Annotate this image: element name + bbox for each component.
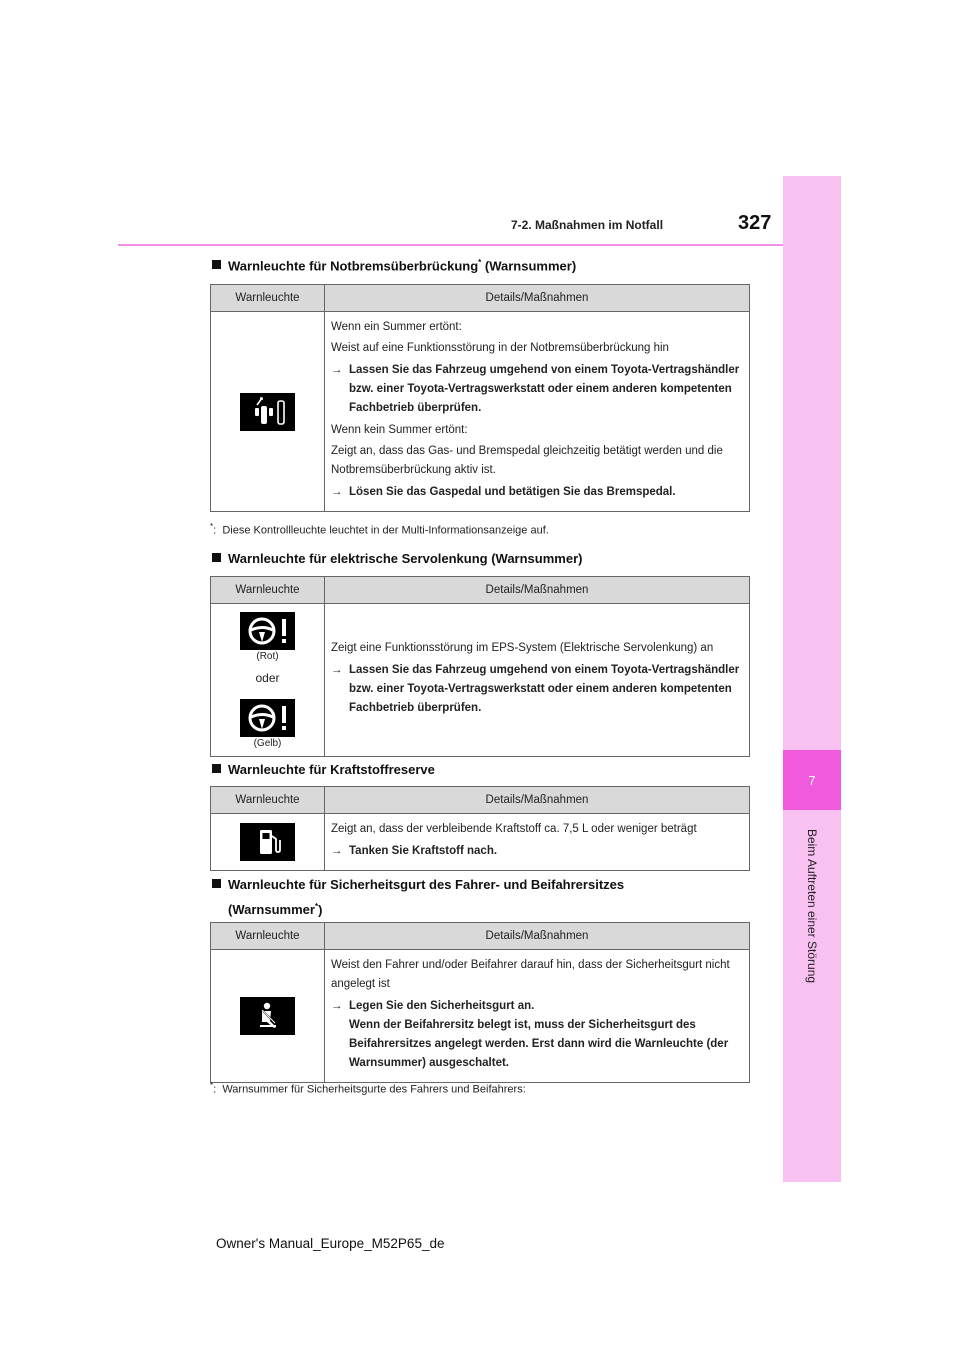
table-header-row [211,787,750,814]
icon-cell [211,312,325,512]
heading-fuel [212,762,435,777]
col-details: Details/Maßnahmen [325,285,750,312]
heading-text: Warnleuchte für Notbremsüberbrückung [228,258,479,274]
icon-cell [211,604,325,757]
brake-override-icon [240,393,295,431]
table-row [211,814,750,871]
action-item [331,661,743,718]
details-cell [325,604,750,757]
table-header-row [211,923,750,950]
col-warnleuchte: Warnleuchte [211,285,325,312]
footnote-text: Warnsummer für Sicherheitsgurte des Fahrers und Beifahrers: [222,1083,526,1096]
table-fuel [210,786,750,871]
table-row [211,950,750,1083]
detail-text: Weist auf eine Funktionsstörung in der Notbremsüberbrückung hin [331,342,669,354]
col-details: Details/Maßnahmen [325,577,750,604]
action-text: Wenn der Beifahrersitz belegt ist, muss der Sicherheitsgurt des Beifahrersitzes angelegt werden. Erst dann wird die Warnleuchte (der Warnsummer) ausgeschaltet. [349,1019,729,1069]
col-warnleuchte: Warnleuchte [211,577,325,604]
heading-brake-override [212,258,576,273]
col-warnleuchte: Warnleuchte [211,923,325,950]
footnote-marker: * [478,258,482,267]
heading-text: Warnleuchte für Kraftstoffreserve [228,762,435,777]
steering-warning-icon-yellow [240,699,295,737]
table-seatbelt [210,922,750,1083]
details-cell [325,950,750,1083]
heading-text: Warnleuchte für elektrische Servolenkung (Warnsummer) [228,551,583,566]
table-header-row [211,577,750,604]
details-cell [325,312,750,512]
detail-text: Wenn kein Summer ertönt: [331,424,468,436]
or-text: oder [255,671,280,685]
bullet-square-icon [212,260,221,269]
action-item [331,842,743,861]
seatbelt-icon [240,997,295,1035]
table-eps [210,576,750,757]
bullet-square-icon [212,764,221,773]
heading-suffix: (Warnsummer) [481,258,577,274]
arrow-icon: → [331,1000,343,1012]
caption-yellow: (Gelb) [253,738,282,749]
detail-text: Zeigt an, dass der verbleibende Kraftstoff ca. 7,5 L oder weniger beträgt [331,823,697,835]
detail-text: Weist den Fahrer und/oder Beifahrer darauf hin, dass der Sicherheitsgurt nicht angelegt ist [331,959,730,990]
arrow-icon: → [331,486,343,498]
table-brake-override [210,284,750,512]
footnote-text: Diese Kontrollleuchte leuchtet in der Multi-Informationsanzeige auf. [222,524,549,537]
action-text: Lösen Sie das Gaspedal und betätigen Sie das Bremspedal. [349,486,676,498]
detail-text: Zeigt eine Funktionsstörung im EPS-System (Elektrische Servolenkung) an [331,642,714,654]
detail-text: Wenn ein Summer ertönt: [331,321,462,333]
heading-seatbelt [212,874,624,921]
table-row [211,604,750,757]
icon-cell [211,950,325,1083]
header-rule [118,244,783,246]
bullet-square-icon [212,553,221,562]
chapter-title: Beim Auftreten einer Störung [805,828,819,984]
detail-text: Zeigt an, dass das Gas- und Bremspedal gleichzeitig betätigt werden und die Notbremsüberbrückung aktiv ist. [331,445,723,476]
col-warnleuchte: Warnleuchte [211,787,325,814]
arrow-icon: → [331,364,343,376]
action-text: Legen Sie den Sicherheitsgurt an. [349,1000,535,1012]
action-text: Tanken Sie Kraftstoff nach. [349,845,498,857]
table-row [211,312,750,512]
heading-text: Warnleuchte für Sicherheitsgurt des Fahrer- und Beifahrersitzes [228,877,625,892]
footnote [210,522,549,537]
heading-text-line2: (Warnsummer [228,902,315,918]
fuel-pump-icon [240,823,295,861]
footnote-marker: * [210,522,214,531]
chapter-number: 7 [808,772,816,788]
action-item [331,997,743,1073]
caption-red: (Rot) [256,651,279,662]
chapter-side-tab [783,176,841,1182]
icon-cell [211,814,325,871]
action-text: Lassen Sie das Fahrzeug umgehend von einem Toyota-Vertragshändler bzw. einer Toyota-Vertragswerkstatt oder einem anderen kompetenten Fachbetrieb überprüfen. [349,364,740,414]
table-header-row [211,285,750,312]
bullet-square-icon [212,879,221,888]
heading-eps [212,551,582,566]
steering-warning-icon-red [240,612,295,650]
col-details: Details/Maßnahmen [325,923,750,950]
heading-end: ) [318,902,323,918]
arrow-icon: → [331,664,343,676]
arrow-icon: → [331,845,343,857]
action-item [331,361,743,418]
chapter-number-tab[interactable] [783,750,841,810]
details-cell [325,814,750,871]
page-number: 327 [738,212,772,234]
action-item [331,483,743,502]
action-text: Lassen Sie das Fahrzeug umgehend von einem Toyota-Vertragshändler bzw. einer Toyota-Vertragswerkstatt oder einem anderen kompetenten Fachbetrieb überprüfen. [349,664,740,714]
footnote-sep: : [213,524,217,537]
footnote-marker: * [210,1081,214,1090]
footer-text: Owner's Manual_Europe_M52P65_de [216,1236,445,1251]
col-details: Details/Maßnahmen [325,787,750,814]
section-title: 7-2. Maßnahmen im Notfall [511,218,664,232]
footnote-sep: : [213,1083,217,1096]
footnote-marker: * [314,902,319,911]
footnote [210,1081,526,1096]
